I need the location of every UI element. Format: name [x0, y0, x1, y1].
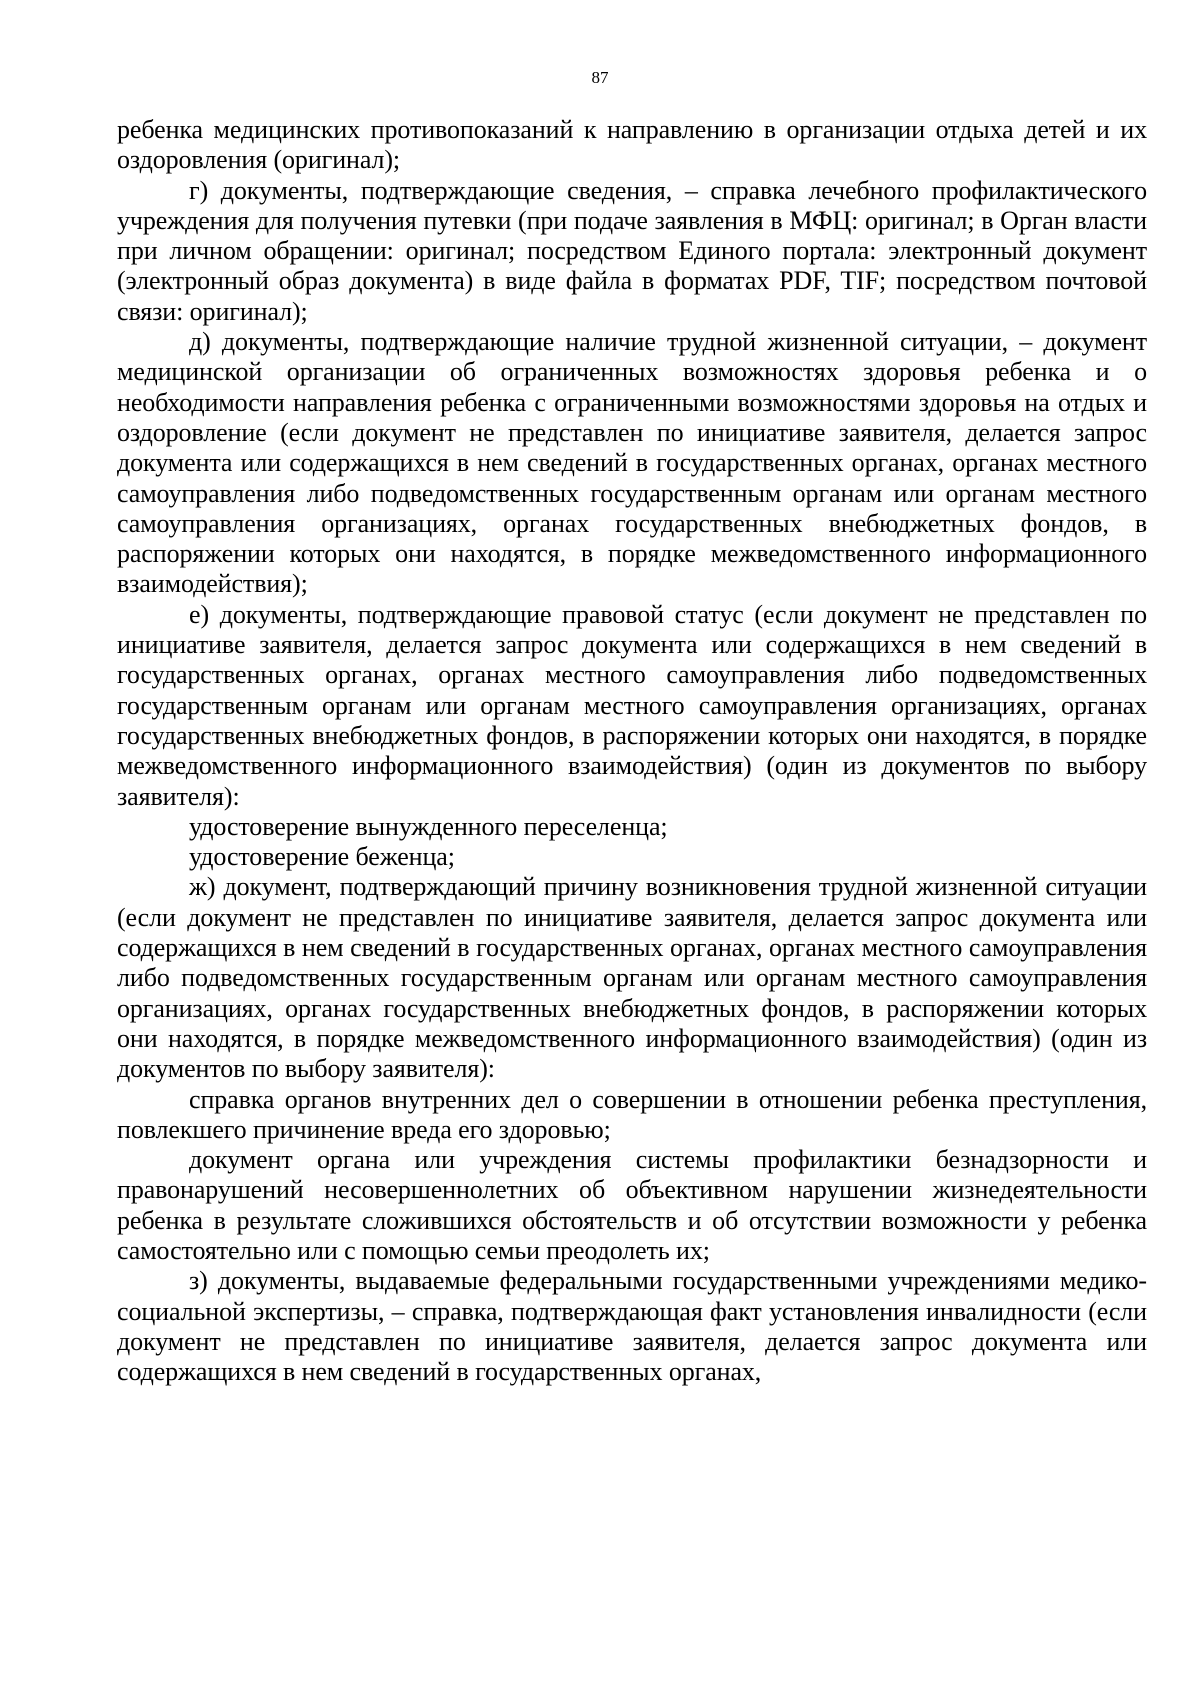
paragraph-item-d: д) документы, подтверждающие наличие трудной жизненной ситуации, – документ медицинской организации об ограниченных возможностях здоровья ребенка и о необходимости направления ребенка с ограниченными возможностями здоровья на отдых и оздоровление (если документ не представлен по инициативе заявителя, делается запрос документа или содержащихся в нем сведений в государственных органах, органах местного самоуправления либо подведомственных государственным органам или органам местного самоуправления организациях, органах государственных внебюджетных фондов, в распоряжении которых они находятся, в порядке межведомственного информационного взаимодействия); [117, 327, 1147, 599]
paragraph-subitem-forced-migrant: удостоверение вынужденного переселенца; [189, 811, 668, 841]
paragraph-subitem-prevention-document: документ органа или учреждения системы профилактики безнадзорности и правонарушений несовершеннолетних об объективном нарушении жизнедеятельности ребенка в результате сложившихся обстоятельств и об отсутствии возможности у ребенка самостоятельно или с помощью семьи преодолеть их; [117, 1145, 1147, 1265]
paragraph-item-g: г) документы, подтверждающие сведения, – справка лечебного профилактического учреждения для получения путевки (при подаче заявления в МФЦ: оригинал; в Орган власти при личном обращении: оригинал; посредством Единого портала: электронный документ (электронный образ документа) в виде файла в форматах PDF, TIF; посредством почтовой связи: оригинал); [117, 175, 1147, 326]
paragraph-subitem-police-certificate: справка органов внутренних дел о совершении в отношении ребенка преступления, повлекшего причинение вреда его здоровью; [117, 1084, 1147, 1144]
paragraph-subitem-refugee: удостоверение беженца; [189, 842, 455, 872]
document-body [117, 115, 1147, 1387]
paragraph-item-e: е) документы, подтверждающие правовой статус (если документ не представлен по инициативе заявителя, делается запрос документа или содержащихся в нем сведений в государственных органах, органах местного самоуправления либо подведомственных государственным органам или органам местного самоуправления организациях, органах государственных внебюджетных фондов, в распоряжении которых они находятся, в порядке межведомственного информационного взаимодействия) (один из документов по выбору заявителя): [117, 599, 1147, 811]
paragraph-item-z: з) документы, выдаваемые федеральными государственными учреждениями медико-социальной экспертизы, – справка, подтверждающая факт установления инвалидности (если документ не представлен по инициативе заявителя, делается запрос документа или содержащихся в нем сведений в государственных органах, [117, 1266, 1147, 1387]
paragraph-item-zh: ж) документ, подтверждающий причину возникновения трудной жизненной ситуации (если документ не представлен по инициативе заявителя, делается запрос документа или содержащихся в нем сведений в государственных органах, органах местного самоуправления либо подведомственных государственным органам или органам местного самоуправления организациях, органах государственных внебюджетных фондов, в распоряжении которых они находятся, в порядке межведомственного информационного взаимодействия) (один из документов по выбору заявителя): [117, 872, 1147, 1084]
paragraph-continuation: ребенка медицинских противопоказаний к направлению в организации отдыха детей и их оздоровления (оригинал); [117, 115, 1147, 175]
page-number: 87 [591, 68, 609, 87]
